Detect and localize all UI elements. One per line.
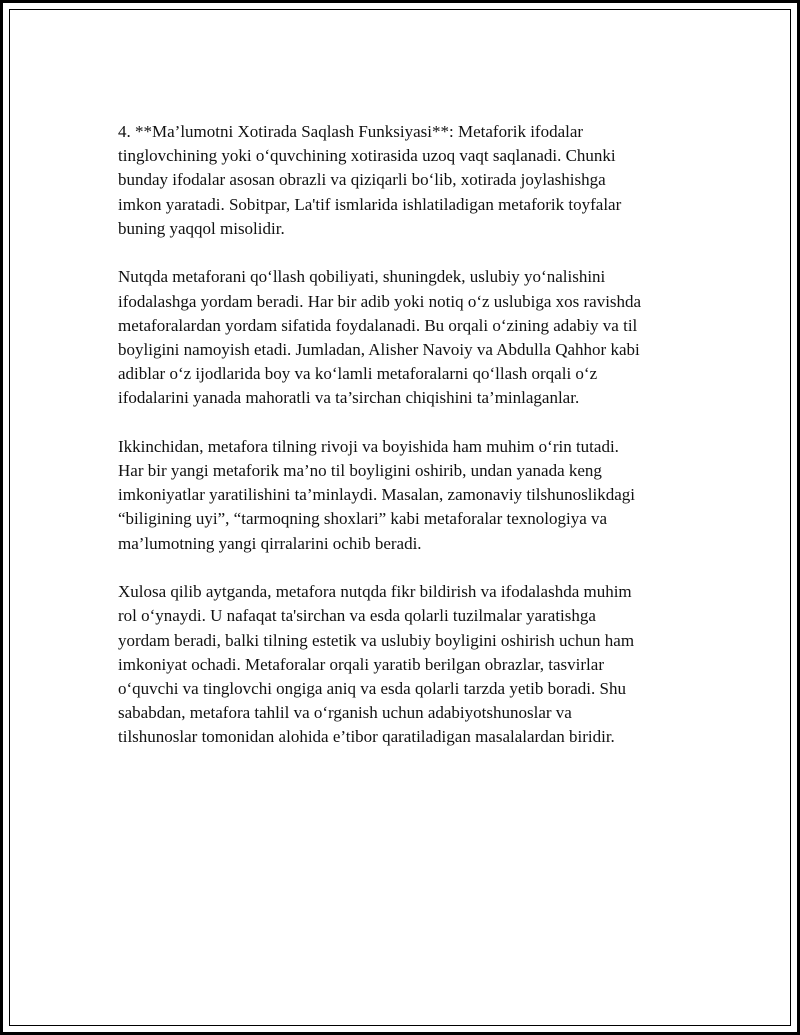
text-line: Ikkinchidan, metafora tilning rivoji va boyishida ham muhim o‘rin tutadi. bbox=[118, 436, 619, 456]
text-line: ifodalashga yordam beradi. Har bir adib yoki notiq o‘z uslubiga xos ravishda bbox=[118, 291, 642, 311]
text-line: Nutqda metaforani qo‘llash qobiliyati, shuningdek, uslubiy yo‘nalishini bbox=[118, 267, 606, 287]
text-line: imkoniyatlar yaratilishini ta’minlaydi. Masalan, zamonaviy tilshunoslikdagi bbox=[118, 485, 635, 505]
text-line: Xulosa qilib aytganda, metafora nutqda fikr bildirish va ifodalashda muhim bbox=[118, 582, 632, 602]
text-line: imkon yaratadi. Sobitpar, La'tif ismlarida ishlatiladigan metaforik toyfalar bbox=[118, 194, 622, 214]
text-line: o‘quvchi va tinglovchi ongiga aniq va esda qolarli tarzda yetib boradi. Shu bbox=[118, 678, 626, 698]
text-line: rol o‘ynaydi. U nafaqat ta'sirchan va esda qolarli tuzilmalar yaratishga bbox=[118, 606, 596, 626]
text-line: metaforalardan yordam sifatida foydalanadi. Bu orqali o‘zining adabiy va til bbox=[118, 315, 638, 335]
paragraph-conclusion bbox=[118, 580, 698, 749]
text-line: imkoniyat ochadi. Metaforalar orqali yaratib berilgan obrazlar, tasvirlar bbox=[118, 654, 604, 674]
text-line: “biligining uyi”, “tarmoqning shoxlari” kabi metaforalar texnologiya va bbox=[118, 509, 608, 529]
text-line: adiblar o‘z ijodlarida boy va ko‘lamli metaforalarni qo‘llash orqali o‘z bbox=[118, 364, 598, 384]
text-line: boyligini namoyish etadi. Jumladan, Alisher Navoiy va Abdulla Qahhor kabi bbox=[118, 339, 640, 359]
text-line: yordam beradi, balki tilning estetik va uslubiy boyligini oshirish uchun ham bbox=[118, 630, 635, 650]
text-line: buning yaqqol misolidir. bbox=[118, 218, 285, 238]
document-body bbox=[118, 120, 698, 774]
text-line: bunday ifodalar asosan obrazli va qiziqarli bo‘lib, xotirada joylashishga bbox=[118, 170, 606, 190]
text-line: 4. **Ma’lumotni Xotirada Saqlash Funksiyasi**: Metaforik ifodalar bbox=[118, 122, 584, 141]
paragraph-style-expression bbox=[118, 265, 698, 410]
text-line: ma’lumotning yangi qirralarini ochib beradi. bbox=[118, 533, 422, 553]
text-line: sababdan, metafora tahlil va o‘rganish uchun adabiyotshunoslar va bbox=[118, 703, 572, 723]
paragraph-memory-function bbox=[118, 120, 698, 241]
text-line: Har bir yangi metaforik ma’no til boyligini oshirib, undan yanada keng bbox=[118, 461, 602, 481]
text-line: tilshunoslar tomonidan alohida e’tibor qaratiladigan masalalardan biridir. bbox=[118, 727, 615, 747]
paragraph-language-development bbox=[118, 435, 698, 556]
text-line: tinglovchining yoki o‘quvchining xotirasida uzoq vaqt saqlanadi. Chunki bbox=[118, 146, 616, 166]
text-line: ifodalarini yanada mahoratli va ta’sirchan chiqishini ta’minlaganlar. bbox=[118, 388, 580, 408]
